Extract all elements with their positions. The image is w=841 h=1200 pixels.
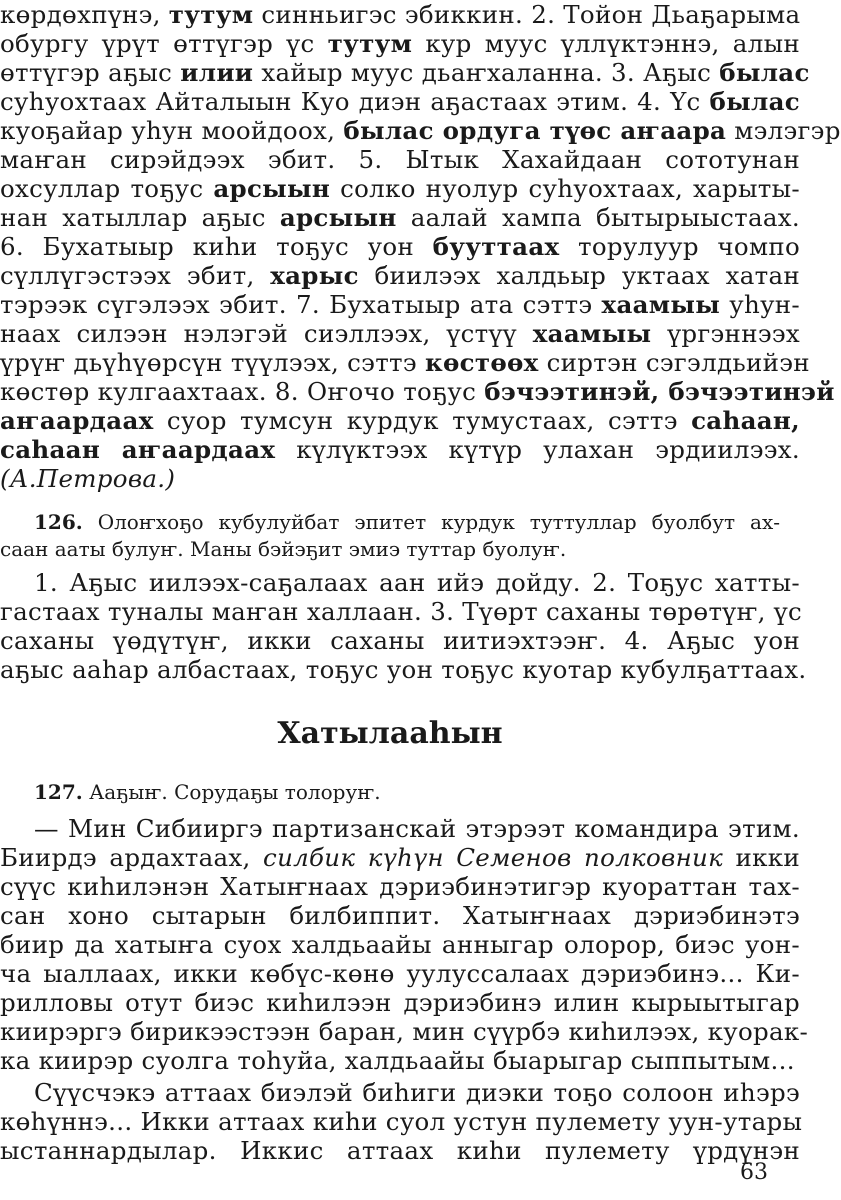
text-line: 1. Аҕыс иилээх-саҕалаах аан ийэ дойду. 2. Тоҕус хатты-	[34, 568, 800, 597]
text-line: — Мин Сибииргэ партизанскай этэрээт командира этим.	[34, 814, 800, 843]
text-line: маҥан сирэйдээх эбит. 5. Ытык Хахайдаан сототунан	[0, 145, 800, 174]
text-line: Сүүсчэкэ аттаах биэлэй биһиги диэки тоҕо солоон иһэрэ	[34, 1078, 800, 1107]
text-line: Биирдэ ардахтаах, силбик күһүн Семенов полковник икки	[0, 843, 800, 872]
text-line: охсуллар тоҕус арсыын солко нуолур суһуохтаах, харыты-	[0, 174, 800, 203]
text-line: суһуохтаах Айталыын Куо диэн аҕастаах этим. 4. Үс былас	[0, 87, 800, 116]
text-line: көстөр кулгаахтаах. 8. Оҥочо тоҕус бэчээтинэй, бэчээтинэй	[0, 377, 835, 406]
text-line: биир да хатыҥа суох халдьаайы анныгар олорор, биэс уон-	[0, 930, 800, 959]
section-heading: Хатылааһын	[277, 716, 503, 751]
text-line: аҕыс ааһар албастаах, тоҕус уон тоҕус куотар кубулҕаттаах.	[0, 655, 807, 684]
text-line: үрүҥ дьүһүөрсүн түүлээх, сэттэ көстөөх сиртэн сэгэлдьийэн	[0, 348, 810, 377]
text-line: көһүннэ... Икки аттаах киһи суол устун пулемету уун-утары	[0, 1107, 803, 1136]
exercise-number: 127.	[34, 780, 83, 804]
text-line: аҥаардаах суор тумсун курдук тумустаах, сэттэ саһаан,	[0, 406, 800, 435]
text-line: наах силээн нэлэгэй сиэллээх, үстүү хаамыы үргэннээх	[0, 319, 800, 348]
exercise-127-instruction: 127. Ааҕыҥ. Сорудаҕы толоруҥ.	[34, 780, 381, 804]
text-line: өттүгэр аҕыс илии хайыр муус дьаҥхаланна. 3. Аҕыс былас	[0, 58, 810, 87]
text-line: сан хоно сытарын билбиппит. Хатыҥнаах дэриэбинэтэ	[0, 901, 800, 930]
text-line: гастаах туналы маҥан халлаан. 3. Түөрт саханы төрөтүҥ, үс	[0, 597, 802, 626]
text-line: сүүс киһилэнэн Хатыҥнаах дэриэбинэтигэр куораттан тах-	[0, 872, 800, 901]
exercise-126-instruction: 126. Олоҥхоҕо кубулуйбат эпитет курдук туттуллар буолбут ах-	[34, 510, 780, 534]
text-line: куоҕайар уһун моойдоох, былас ордуга түөс аҥаара мэлэгэр	[0, 116, 841, 145]
text-line: саһаан аҥаардаах күлүктээх күтүр улахан эрдиилээх.	[0, 435, 800, 464]
text-line: ка киирэр суолга тоһуйа, халдьаайы быарыгар сыппытым...	[0, 1046, 795, 1075]
text-line: 6. Бухатыыр киһи тоҕус уон бууттаах торулуур чомпо	[0, 232, 801, 261]
text-line: рилловы отут биэс киһилээн дэриэбинэ илин кырыытыгар	[0, 988, 800, 1017]
text-line: ча ыаллаах, икки көбүс-көнө уулуссалаах дэриэбинэ... Ки-	[0, 959, 800, 988]
text-line: саханы үөдүтүҥ, икки саханы иитиэхтээҥ. 4. Аҕыс уон	[0, 626, 800, 655]
text-line: ыстаннардылар. Иккис аттаах киһи пулемету үрдүнэн	[0, 1136, 800, 1165]
author-attribution: (А.Петрова.)	[0, 464, 176, 493]
page-number: 63	[740, 1160, 768, 1185]
text-line: тэрээк сүгэлээх эбит. 7. Бухатыыр ата сэттэ хаамыы уһун-	[0, 290, 800, 319]
text-line: нан хатыллар аҕыс арсыын аалай хампа бытырыыстаах.	[0, 203, 800, 232]
exercise-126-instruction-line: саан ааты булуҥ. Маны бэйэҕит эмиэ туттар буолуҥ.	[0, 537, 567, 561]
text-line: сүллүгэстээх эбит, харыс биилээх халдьыр уктаах хатан	[0, 261, 801, 290]
text-line: көрдөхпүнэ, тутум синньигэс эбиккин. 2. Тойон Дьаҕарыма	[0, 0, 801, 29]
text-line: киирэргэ бирикээстээн баран, мин сүүрбэ киһилээх, куорак-	[0, 1017, 809, 1046]
text-line: обургу үрүт өттүгэр үс тутум кур муус үллүктэннэ, алын	[0, 29, 800, 58]
exercise-number: 126.	[34, 510, 83, 534]
